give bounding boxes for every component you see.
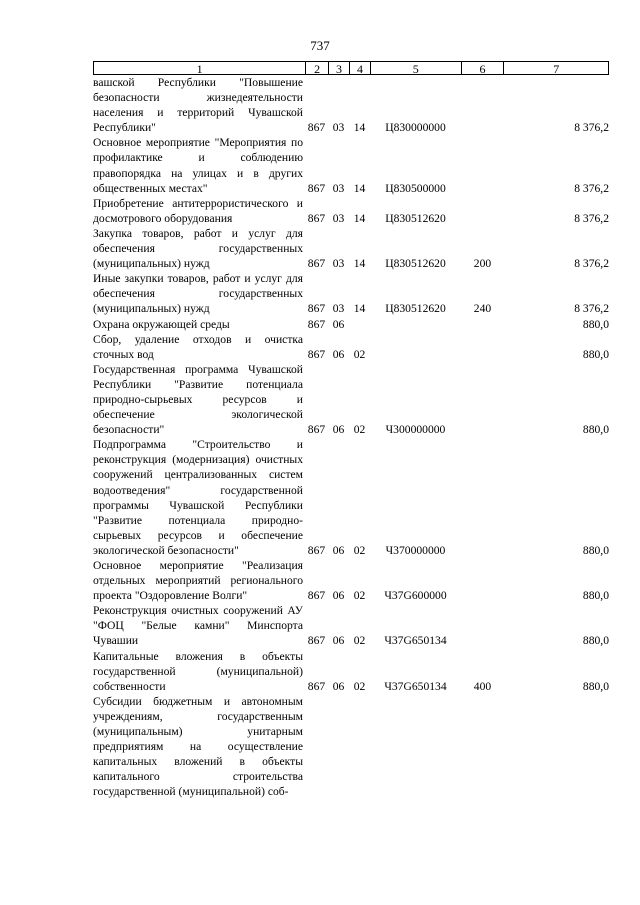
row-target-code: Ц830500000 [385, 181, 446, 195]
row-amount: 880,0 [582, 543, 609, 557]
row-section-code: 06 [332, 679, 345, 693]
table-row [93, 226, 609, 271]
table-row [93, 649, 609, 694]
row-name: Иные закупки товаров, работ и услуг для обеспечения государственных (муниципальных) нужд [93, 272, 303, 316]
row-name: Закупка товаров, работ и услуг для обеспечения государственных (муниципальных) нужд [93, 226, 303, 271]
row-admin-code: 867 [307, 211, 326, 225]
header-col-6: 6 [461, 62, 504, 74]
header-col-3: 3 [328, 62, 349, 74]
row-subsection-code: 02 [353, 347, 366, 361]
row-subsection-code: 02 [353, 589, 366, 603]
row-target-code: Ц830512620 [385, 302, 446, 316]
row-amount: 880,0 [582, 423, 609, 437]
row-admin-code: 867 [307, 317, 326, 331]
row-amount: 880,0 [582, 634, 609, 648]
row-target-code: Ч37G600000 [384, 589, 447, 603]
row-target-code: Ц830512620 [385, 257, 446, 271]
row-name: Капитальные вложения в объекты государственной (муниципальной) собственности [93, 649, 303, 693]
row-expense-type: 400 [473, 679, 492, 693]
row-name: Государственная программа Чувашской Республики "Развитие потенциала природно-сырьевых ресурсов и обеспечение экологической безопасности" [93, 362, 303, 437]
budget-table [93, 61, 609, 800]
header-col-2: 2 [305, 62, 328, 74]
row-subsection-code: 14 [353, 302, 366, 316]
row-subsection-code: 14 [353, 257, 366, 271]
row-admin-code: 867 [307, 181, 326, 195]
row-section-code: 03 [332, 121, 345, 135]
row-subsection-code: 02 [353, 423, 366, 437]
row-admin-code: 867 [307, 347, 326, 361]
table-row [93, 558, 609, 603]
row-subsection-code: 02 [353, 679, 366, 693]
row-section-code: 03 [332, 302, 345, 316]
row-name: Охрана окружающей среды [93, 317, 230, 331]
row-section-code: 03 [332, 181, 345, 195]
row-amount: 880,0 [582, 679, 609, 693]
row-name: Приобретение антитеррористического и досмотрового оборудования [93, 196, 303, 225]
row-target-code: Ч37G650134 [384, 634, 447, 648]
row-section-code: 06 [332, 589, 345, 603]
header-col-5: 5 [370, 62, 461, 74]
row-name: Основное мероприятие "Мероприятия по профилактике и соблюдению правопорядка на улицах и в других общественных местах" [93, 136, 303, 195]
row-amount: 8 376,2 [574, 121, 609, 135]
row-admin-code: 867 [307, 634, 326, 648]
header-col-1: 1 [196, 62, 203, 76]
row-expense-type: 200 [473, 257, 492, 271]
table-row [93, 332, 609, 362]
row-admin-code: 867 [307, 302, 326, 316]
row-name: Субсидии бюджетным и автономным учреждениям, государственным (муниципальным) унитарным предприятиям на осуществление капитальных вложений в объекты капитального строительства государственной (муниципальной) соб- [93, 694, 303, 799]
row-target-code: Ц830000000 [385, 121, 446, 135]
row-section-code: 03 [332, 211, 345, 225]
row-admin-code: 867 [307, 589, 326, 603]
header-col-4: 4 [349, 62, 370, 74]
row-subsection-code: 02 [353, 543, 366, 557]
table-row [93, 271, 609, 316]
row-amount: 8 376,2 [574, 302, 609, 316]
page-number: 737 [310, 38, 330, 53]
header-col-7: 7 [503, 62, 608, 74]
row-section-code: 06 [332, 543, 345, 557]
row-target-code: Ц830512620 [385, 211, 446, 225]
row-target-code: Ч300000000 [385, 423, 446, 437]
row-target-code: Ч37G650134 [384, 679, 447, 693]
row-name: вашской Республики "Повышение безопасности жизнедеятельности населения и территорий Чувашской Республики" [93, 76, 303, 135]
table-row [93, 694, 609, 800]
table-header [93, 61, 609, 75]
table-row [93, 362, 609, 437]
row-target-code: Ч370000000 [385, 543, 446, 557]
row-section-code: 06 [332, 347, 345, 361]
row-name: Реконструкция очистных сооружений АУ "ФОЦ "Белые камни" Минспорта Чувашии [93, 604, 303, 648]
row-admin-code: 867 [307, 679, 326, 693]
table-row [93, 437, 609, 558]
table-body [93, 75, 609, 800]
row-subsection-code: 02 [353, 634, 366, 648]
row-admin-code: 867 [307, 423, 326, 437]
row-admin-code: 867 [307, 121, 326, 135]
row-subsection-code: 14 [353, 211, 366, 225]
table-row [93, 603, 609, 648]
row-amount: 8 376,2 [574, 181, 609, 195]
row-section-code: 06 [332, 634, 345, 648]
table-row [93, 135, 609, 195]
row-name: Подпрограмма "Строительство и реконструкция (модернизация) очистных сооружений централизованных систем водоотведения" государственной программы Чувашской Республики "Развитие потенциала природно-сырьевых ресурсов и обеспечение экологической безопасности" [93, 438, 303, 557]
table-row [93, 196, 609, 226]
row-amount: 880,0 [582, 347, 609, 361]
row-section-code: 06 [332, 317, 345, 331]
table-row [93, 317, 609, 332]
row-amount: 880,0 [582, 317, 609, 331]
row-amount: 8 376,2 [574, 257, 609, 271]
row-subsection-code: 14 [353, 121, 366, 135]
row-admin-code: 867 [307, 543, 326, 557]
row-section-code: 06 [332, 423, 345, 437]
row-expense-type: 240 [473, 302, 492, 316]
row-subsection-code: 14 [353, 181, 366, 195]
row-amount: 880,0 [582, 589, 609, 603]
table-row [93, 75, 609, 135]
row-amount: 8 376,2 [574, 211, 609, 225]
row-admin-code: 867 [307, 257, 326, 271]
row-name: Основное мероприятие "Реализация отдельных мероприятий регионального проекта "Оздоровление Волги" [93, 559, 303, 603]
row-name: Сбор, удаление отходов и очистка сточных вод [93, 332, 303, 361]
row-section-code: 03 [332, 257, 345, 271]
